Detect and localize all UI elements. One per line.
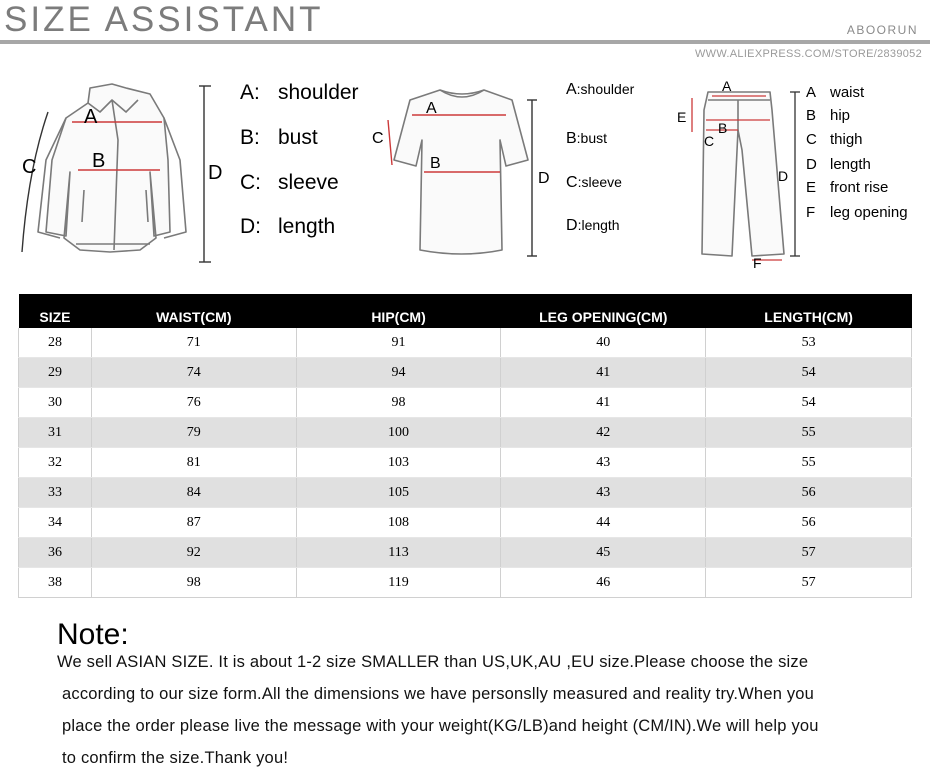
note-title: Note: bbox=[57, 618, 129, 651]
table-row bbox=[19, 328, 912, 358]
table-cell: 92 bbox=[91, 538, 296, 568]
table-header-row bbox=[19, 294, 912, 328]
legend-text: :sleeve bbox=[577, 174, 622, 190]
legend-text: shoulder bbox=[278, 81, 359, 104]
legend-text: thigh bbox=[830, 131, 863, 148]
table-cell: 38 bbox=[19, 568, 92, 598]
table-cell: 105 bbox=[296, 478, 501, 508]
table-cell: 54 bbox=[706, 388, 912, 418]
tshirt-legend-item bbox=[566, 217, 620, 235]
tshirt-legend-item bbox=[566, 81, 634, 99]
size-table bbox=[18, 294, 912, 598]
table-cell: 91 bbox=[296, 328, 501, 358]
table-cell: 34 bbox=[19, 508, 92, 538]
table-cell: 103 bbox=[296, 448, 501, 478]
legend-key: E bbox=[806, 179, 817, 196]
legend-text: waist bbox=[830, 84, 865, 101]
header-divider bbox=[0, 40, 930, 44]
legend-key: D: bbox=[240, 215, 261, 238]
table-row bbox=[19, 388, 912, 418]
jacket-label-c: C bbox=[22, 156, 37, 178]
legend-key: A bbox=[806, 84, 817, 101]
legend-key: A bbox=[566, 81, 577, 98]
legend-key: B bbox=[806, 107, 817, 124]
note-line-4: to confirm the size.Thank you! bbox=[62, 749, 289, 767]
table-cell: 98 bbox=[91, 568, 296, 598]
table-cell: 94 bbox=[296, 358, 501, 388]
pants-label-c: C bbox=[704, 133, 715, 149]
legend-key: A: bbox=[240, 81, 260, 104]
table-cell: 74 bbox=[91, 358, 296, 388]
table-cell: 119 bbox=[296, 568, 501, 598]
legend-text: length bbox=[278, 215, 336, 238]
legend-text: sleeve bbox=[278, 171, 339, 194]
legend-key: B: bbox=[240, 126, 260, 149]
tshirt-label-a: A bbox=[426, 100, 437, 117]
table-cell: 79 bbox=[91, 418, 296, 448]
col-header-length: LENGTH(CM) bbox=[706, 294, 912, 328]
table-cell: 57 bbox=[706, 568, 912, 598]
table-row bbox=[19, 358, 912, 388]
pants-legend-item bbox=[806, 84, 864, 101]
legend-text: hip bbox=[830, 107, 851, 124]
jacket-legend-item bbox=[240, 215, 335, 239]
table-cell: 56 bbox=[706, 508, 912, 538]
jacket-illustration bbox=[38, 84, 186, 252]
jacket-legend-item bbox=[240, 171, 339, 195]
pants-legend-item bbox=[806, 179, 888, 196]
legend-key: F bbox=[806, 204, 816, 221]
jacket-label-a: A bbox=[84, 106, 98, 128]
pants-legend-item bbox=[806, 131, 863, 148]
table-cell: 81 bbox=[91, 448, 296, 478]
note-line-1: We sell ASIAN SIZE. It is about 1-2 size SMALLER than US,UK,AU ,EU size.Please choose the size bbox=[57, 653, 809, 671]
pants-label-b: B bbox=[718, 120, 728, 136]
legend-key: C bbox=[566, 174, 578, 191]
brand-name: ABOORUN bbox=[846, 23, 918, 37]
pants-label-e: E bbox=[677, 109, 687, 125]
table-row bbox=[19, 418, 912, 448]
legend-text: length bbox=[830, 156, 871, 173]
table-cell: 29 bbox=[19, 358, 92, 388]
col-header-leg-opening: LEG OPENING(CM) bbox=[501, 294, 706, 328]
pants-legend-item bbox=[806, 204, 908, 221]
table-cell: 41 bbox=[501, 358, 706, 388]
tshirt-label-b: B bbox=[430, 155, 441, 172]
pants-legend-item bbox=[806, 107, 850, 124]
table-cell: 55 bbox=[706, 418, 912, 448]
table-cell: 57 bbox=[706, 538, 912, 568]
note-line-3: place the order please live the message with your weight(KG/LB)and height (CM/IN).We will help you bbox=[62, 717, 819, 735]
table-row bbox=[19, 568, 912, 598]
col-header-size: SIZE bbox=[19, 294, 92, 328]
page-title: SIZE ASSISTANT bbox=[4, 0, 324, 39]
table-cell: 43 bbox=[501, 448, 706, 478]
table-row bbox=[19, 448, 912, 478]
tshirt-legend-item bbox=[566, 130, 607, 148]
legend-key: D bbox=[566, 217, 578, 234]
table-cell: 55 bbox=[706, 448, 912, 478]
col-header-hip: HIP(CM) bbox=[296, 294, 501, 328]
store-url: WWW.ALIEXPRESS.COM/STORE/2839052 bbox=[694, 48, 922, 60]
tshirt-label-c: C bbox=[372, 130, 384, 147]
table-cell: 31 bbox=[19, 418, 92, 448]
table-cell: 30 bbox=[19, 388, 92, 418]
tshirt-label-d: D bbox=[538, 170, 550, 187]
pants-legend-item bbox=[806, 156, 871, 173]
table-row bbox=[19, 508, 912, 538]
legend-text: :length bbox=[577, 217, 620, 233]
legend-text: :bust bbox=[576, 130, 608, 146]
garment-diagrams bbox=[0, 60, 930, 280]
table-cell: 56 bbox=[706, 478, 912, 508]
jacket-legend-item bbox=[240, 81, 359, 105]
table-cell: 40 bbox=[501, 328, 706, 358]
table-row bbox=[19, 478, 912, 508]
table-cell: 113 bbox=[296, 538, 501, 568]
table-cell: 28 bbox=[19, 328, 92, 358]
jacket-label-d: D bbox=[208, 162, 223, 184]
legend-text: :shoulder bbox=[576, 81, 635, 97]
table-cell: 41 bbox=[501, 388, 706, 418]
table-cell: 43 bbox=[501, 478, 706, 508]
table-row bbox=[19, 538, 912, 568]
pants-illustration bbox=[702, 92, 784, 256]
table-cell: 44 bbox=[501, 508, 706, 538]
pants-label-f: F bbox=[753, 255, 762, 271]
table-cell: 108 bbox=[296, 508, 501, 538]
legend-key: D bbox=[806, 156, 817, 173]
legend-text: bust bbox=[278, 126, 318, 149]
note-line-2: according to our size form.All the dimensions we have personslly measured and reality try.When you bbox=[62, 685, 815, 703]
pants-label-d: D bbox=[778, 168, 789, 184]
table-cell: 33 bbox=[19, 478, 92, 508]
table-cell: 32 bbox=[19, 448, 92, 478]
legend-key: C: bbox=[240, 171, 261, 194]
pants-label-a: A bbox=[722, 78, 732, 94]
table-cell: 100 bbox=[296, 418, 501, 448]
table-cell: 87 bbox=[91, 508, 296, 538]
col-header-waist: WAIST(CM) bbox=[91, 294, 296, 328]
table-cell: 84 bbox=[91, 478, 296, 508]
table-cell: 54 bbox=[706, 358, 912, 388]
table-cell: 53 bbox=[706, 328, 912, 358]
tshirt-legend-item bbox=[566, 174, 622, 192]
jacket-legend-item bbox=[240, 126, 318, 150]
table-cell: 76 bbox=[91, 388, 296, 418]
jacket-label-b: B bbox=[92, 150, 106, 172]
table-cell: 46 bbox=[501, 568, 706, 598]
table-cell: 71 bbox=[91, 328, 296, 358]
legend-key: B bbox=[566, 130, 577, 147]
legend-key: C bbox=[806, 131, 817, 148]
table-cell: 36 bbox=[19, 538, 92, 568]
table-cell: 98 bbox=[296, 388, 501, 418]
table-cell: 42 bbox=[501, 418, 706, 448]
legend-text: leg opening bbox=[830, 204, 908, 221]
table-cell: 45 bbox=[501, 538, 706, 568]
legend-text: front rise bbox=[830, 179, 889, 196]
